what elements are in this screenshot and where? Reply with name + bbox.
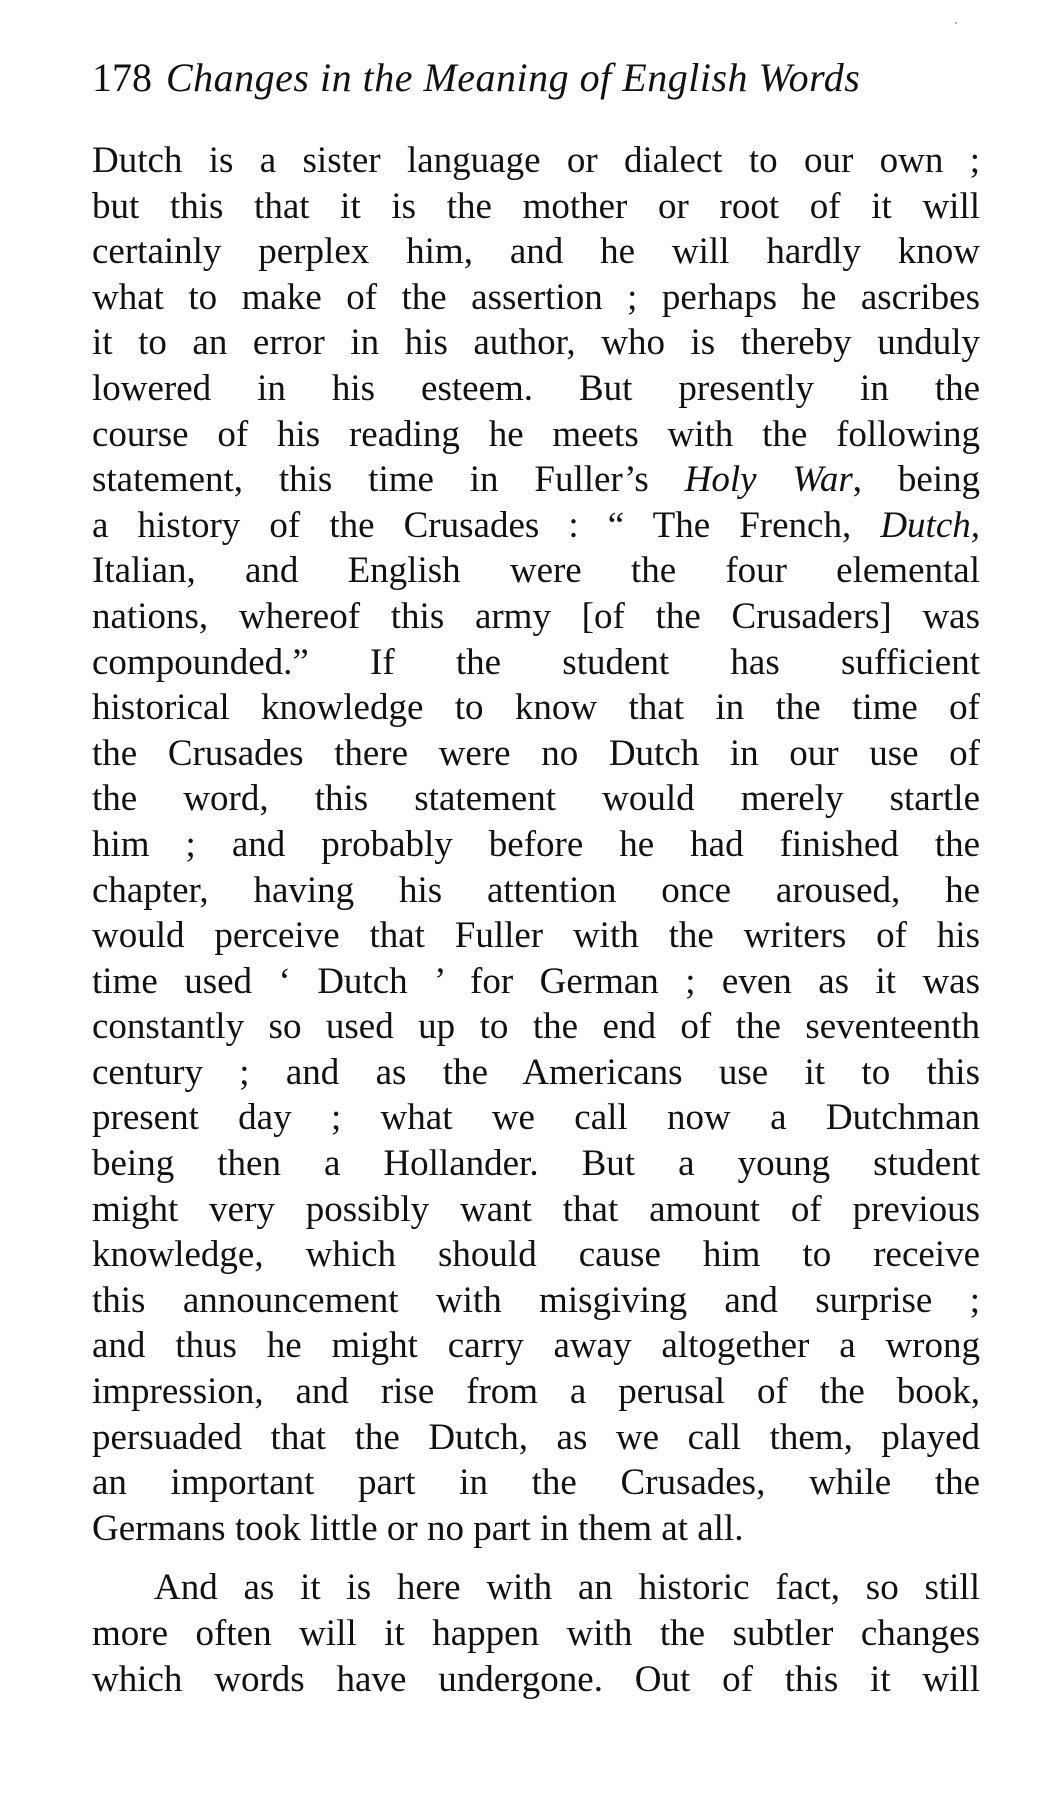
text-line: statement, this time in Fuller’s Holy War, being bbox=[92, 459, 981, 501]
text-line: knowledge, which should cause him to receive bbox=[92, 1234, 980, 1276]
text-line: lowered in his esteem. But presently in the bbox=[92, 367, 980, 409]
text-line: compounded.” If the student has sufficient bbox=[92, 641, 980, 683]
text-line: the Crusades there were no Dutch in our use of bbox=[92, 732, 980, 774]
text-line: historical knowledge to know that in the time of bbox=[92, 687, 980, 729]
text-line: but this that it is the mother or root of it will bbox=[92, 185, 980, 227]
paragraph-1 bbox=[92, 138, 980, 1551]
text-line: and thus he might carry away altogether a wrong bbox=[92, 1325, 980, 1367]
text-line: the word, this statement would merely startle bbox=[92, 778, 980, 820]
text-line: present day ; what we call now a Dutchman bbox=[92, 1097, 980, 1139]
text-line: this announcement with misgiving and surprise ; bbox=[92, 1279, 980, 1321]
text-line: century ; and as the Americans use it to this bbox=[92, 1051, 980, 1093]
text-line: being then a Hollander. But a young student bbox=[92, 1143, 980, 1185]
text-line: persuaded that the Dutch, as we call them, played bbox=[92, 1416, 980, 1458]
text-line: a history of the Crusades : “ The French, Dutch, bbox=[92, 504, 980, 546]
text-line: impression, and rise from a perusal of the book, bbox=[92, 1371, 980, 1413]
text-line: certainly perplex him, and he will hardly know bbox=[92, 231, 980, 273]
text-line: course of his reading he meets with the following bbox=[92, 413, 980, 455]
running-title: Changes in the Meaning of English Words bbox=[166, 55, 861, 100]
text-line: constantly so used up to the end of the seventeenth bbox=[92, 1006, 980, 1048]
paragraph-2 bbox=[92, 1565, 980, 1702]
text-line: And as it is here with an historic fact, so still bbox=[154, 1567, 980, 1609]
text-line: it to an error in his author, who is thereby unduly bbox=[92, 322, 980, 364]
text-line: an important part in the Crusades, while the bbox=[92, 1462, 980, 1504]
text-line: Dutch is a sister language or dialect to our own ; bbox=[92, 140, 980, 181]
text-line: what to make of the assertion ; perhaps he ascribes bbox=[92, 276, 980, 318]
text-line: more often will it happen with the subtler changes bbox=[92, 1613, 980, 1654]
text-line: him ; and probably before he had finished the bbox=[92, 823, 980, 865]
paper-speck bbox=[955, 22, 957, 24]
text-line: nations, whereof this army [of the Crusaders] was bbox=[92, 595, 980, 637]
paragraph-gap bbox=[92, 1551, 980, 1565]
text-line: time used ‘ Dutch ’ for German ; even as it was bbox=[92, 960, 980, 1002]
page-number: 178 bbox=[92, 55, 152, 100]
italic-dutch: Dutch, bbox=[880, 504, 980, 546]
italic-holy-war: Holy War bbox=[684, 459, 853, 501]
text-line: would perceive that Fuller with the writers of his bbox=[92, 915, 980, 957]
running-head bbox=[92, 52, 982, 104]
body-text bbox=[92, 138, 980, 1702]
text-line: which words have undergone. Out of this it will bbox=[92, 1658, 980, 1700]
text-line: Italian, and English were the four elemental bbox=[92, 550, 980, 592]
text-line: Germans took little or no part in them at all. bbox=[92, 1507, 744, 1549]
text-line: might very possibly want that amount of previous bbox=[92, 1188, 980, 1230]
text-line: chapter, having his attention once aroused, he bbox=[92, 869, 980, 911]
